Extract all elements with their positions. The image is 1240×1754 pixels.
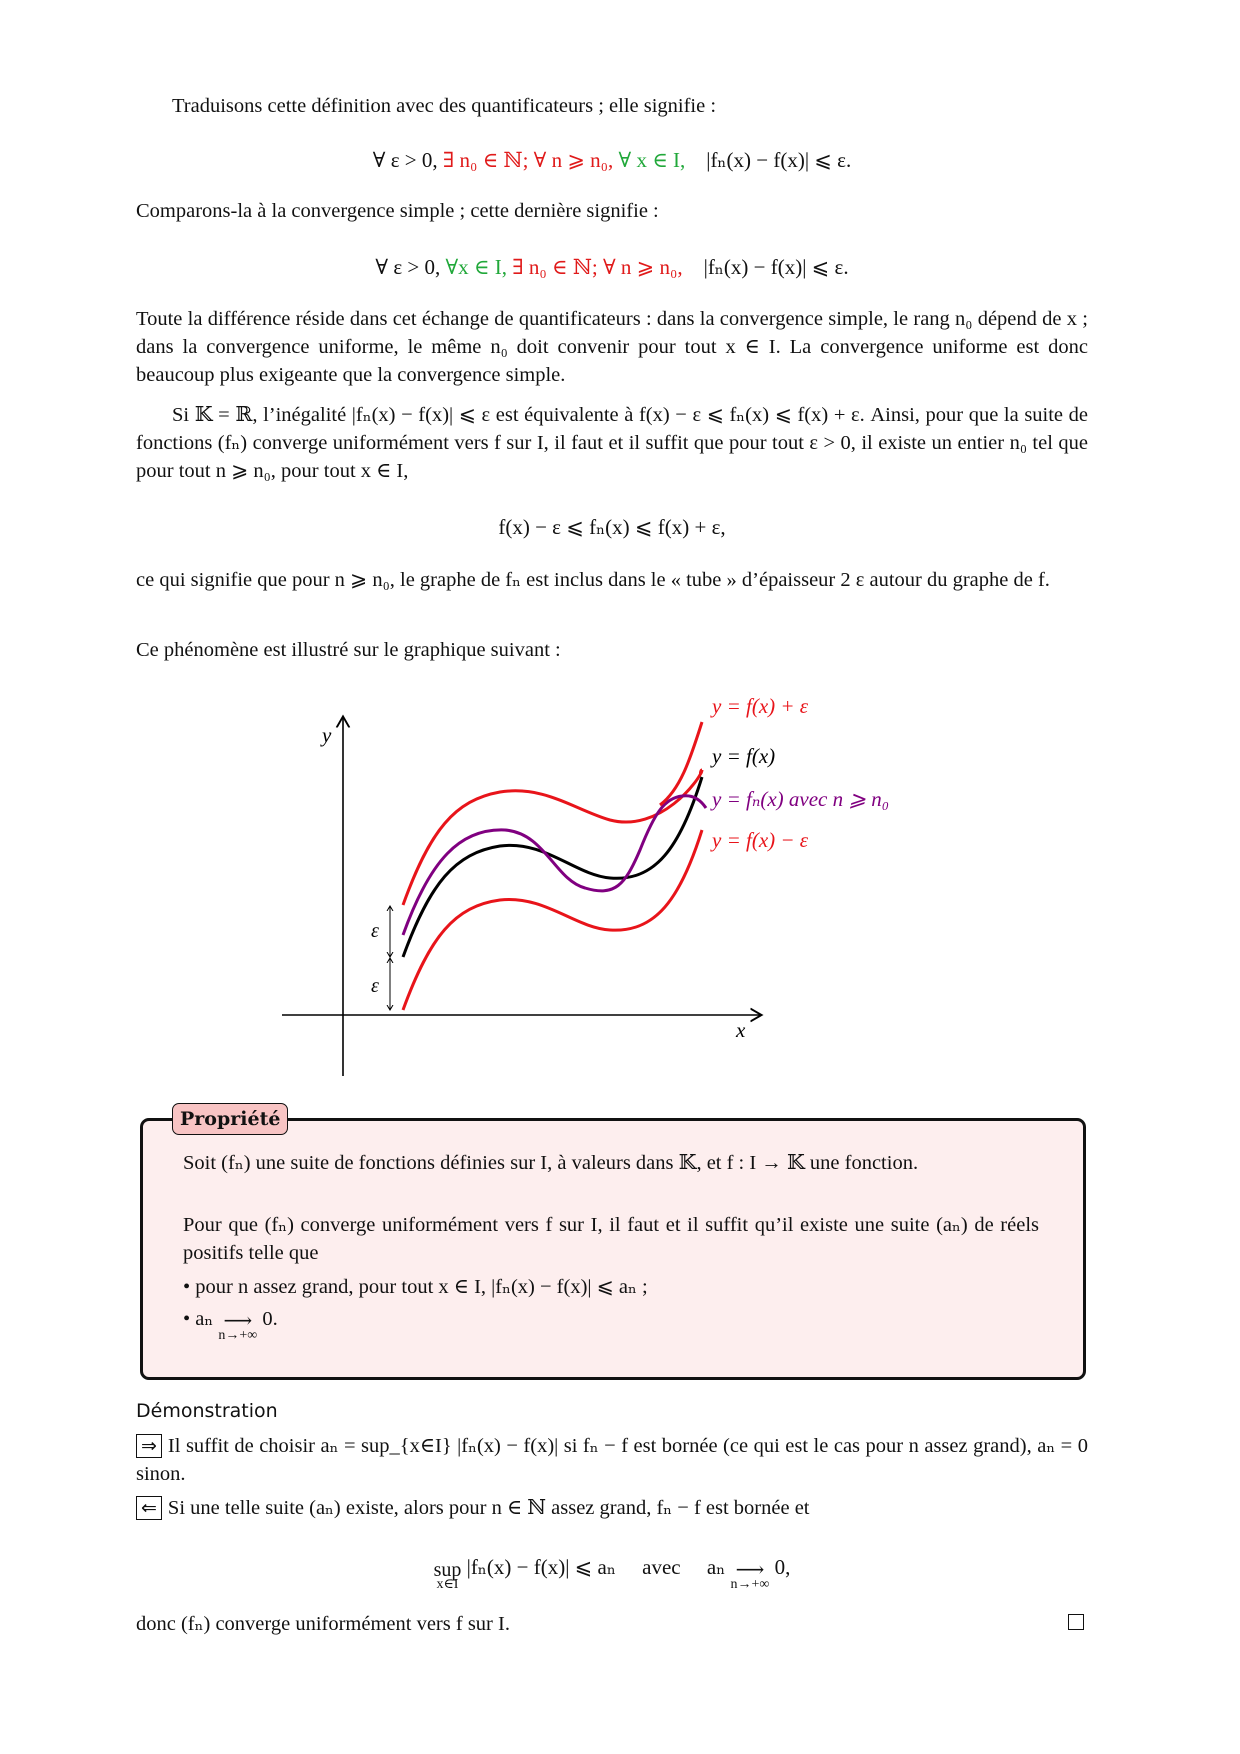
demo-converse (136, 1494, 1088, 1522)
sup-word: sup (433, 1559, 462, 1581)
qed-square (1068, 1614, 1084, 1630)
curve-f (403, 777, 702, 957)
formula-tube: f(x) − ε ⩽ fₙ(x) ⩽ f(x) + ε, (498, 515, 726, 539)
formula-simple-part1: ∀ ε > 0, (375, 255, 446, 279)
para-illustration: Ce phénomène est illustré sur le graphique suivant : (136, 639, 561, 661)
impl-text: Il suffit de choisir aₙ = sup_{x∈I} |fₙ(x) − f(x)| si fₙ − f est bornée (ce qui est le cas pour n assez grand), aₙ = 0 sinon. (136, 1435, 1088, 1485)
formula-uniform (136, 145, 1088, 175)
sup-limit-under: n→+∞ (730, 1577, 770, 1592)
formula-uniform-part2: ∃ n₀ ∈ ℕ; ∀ n ⩾ n₀, (442, 148, 614, 172)
demo-conclusion: donc (fₙ) converge uniformément vers f sur I. (136, 1613, 510, 1635)
property-title: Propriété (172, 1103, 288, 1135)
property-limit-arrow: ⟶ (223, 1310, 253, 1332)
formula-simple-part2: ∀x ∈ I, (445, 255, 507, 279)
para-intro: Traduisons cette définition avec des quantificateurs ; elle signifie : (172, 95, 717, 117)
sup-limit-arrow: ⟶ (735, 1559, 765, 1581)
property-bullet2-tail: 0. (257, 1308, 278, 1330)
legend-f: y = f(x) (712, 744, 776, 768)
curve-upper-tube (403, 770, 702, 905)
formula-simple (136, 252, 1088, 282)
tube-figure (0, 680, 1240, 1080)
eps-label-upper: ε (371, 920, 379, 942)
formula-uniform-part4: |fₙ(x) − f(x)| ⩽ ε. (685, 148, 852, 172)
sup-tail: 0, (769, 1555, 791, 1579)
eps-label-lower: ε (371, 975, 379, 997)
demo-implication (136, 1432, 1088, 1488)
formula-sup (136, 1552, 1088, 1592)
property-bullet1: • pour n assez grand, pour tout x ∈ I, |fₙ(x) − f(x)| ⩽ aₙ ; (183, 1276, 648, 1298)
para-compare: Comparons-la à la convergence simple ; cette dernière signifie : (136, 200, 659, 222)
property-limit-under: n→+∞ (218, 1328, 258, 1343)
sup-under: x∈I (436, 1577, 459, 1592)
property-limit (218, 1310, 258, 1343)
impl-symbol: ⇒ (136, 1434, 162, 1458)
conv-text: Si une telle suite (aₙ) existe, alors pour n ∈ ℕ assez grand, fₙ − f est bornée et (167, 1497, 810, 1519)
formula-simple-part4: |fₙ(x) − f(x)| ⩽ ε. (682, 255, 849, 279)
legend-fn: y = fₙ(x) avec n ⩾ n₀ (712, 787, 890, 811)
legend-lower: y = f(x) − ε (712, 828, 809, 852)
para-tube: ce qui signifie que pour n ⩾ n₀, le graphe de fₙ est inclus dans le « tube » d’épaisseur 2 ε autour du graphe de f. (136, 569, 1050, 591)
x-axis-label: x (736, 1018, 746, 1042)
legend-upper: y = f(x) + ε (712, 694, 809, 718)
sup-limit (730, 1559, 770, 1592)
curve-fn (403, 796, 706, 935)
formula-simple-part3: ∃ n₀ ∈ ℕ; ∀ n ⩾ n₀, (506, 255, 683, 279)
sup-stack (433, 1559, 462, 1592)
property-bullet2-lead: • aₙ (183, 1308, 219, 1330)
conv-symbol: ⇐ (136, 1496, 162, 1520)
formula-uniform-part3: ∀ x ∈ I, (613, 148, 686, 172)
para-difference: Toute la différence réside dans cet échange de quantificateurs : dans la convergence simple, le rang n₀ dépend de x ; dans la convergence uniforme, le même n₀ doit convenir pour tout x ∈ I. La convergence uniforme est donc beaucoup plus exigeante que la convergence simple. (136, 308, 1088, 386)
para-real: Si 𝕂 = ℝ, l’inégalité |fₙ(x) − f(x)| ⩽ ε est équivalente à f(x) − ε ⩽ fₙ(x) ⩽ f(x) + ε. Ainsi, pour que la suite de fonctions (fₙ) converge uniformément vers f sur I, il faut et il suffit que pour tout ε > 0, il existe un entier n₀ tel que pour tout n ⩾ n₀, pour tout x ∈ I, (136, 404, 1088, 482)
curve-upper-tube-tail (701, 770, 703, 774)
sup-body: |fₙ(x) − f(x)| ⩽ aₙ avec aₙ (461, 1555, 731, 1579)
property-line2: Pour que (fₙ) converge uniformément vers f sur I, il faut et il suffit qu’il existe une suite (aₙ) de réels positifs telle que (183, 1214, 1039, 1264)
y-axis-label: y (322, 723, 332, 747)
property-line1: Soit (fₙ) une suite de fonctions définies sur I, à valeurs dans 𝕂, et f : I → 𝕂 une fonction. (183, 1152, 919, 1174)
demo-title: Démonstration (136, 1400, 278, 1422)
property-bullet2 (183, 1305, 1039, 1343)
formula-uniform-part1: ∀ ε > 0, (372, 148, 443, 172)
